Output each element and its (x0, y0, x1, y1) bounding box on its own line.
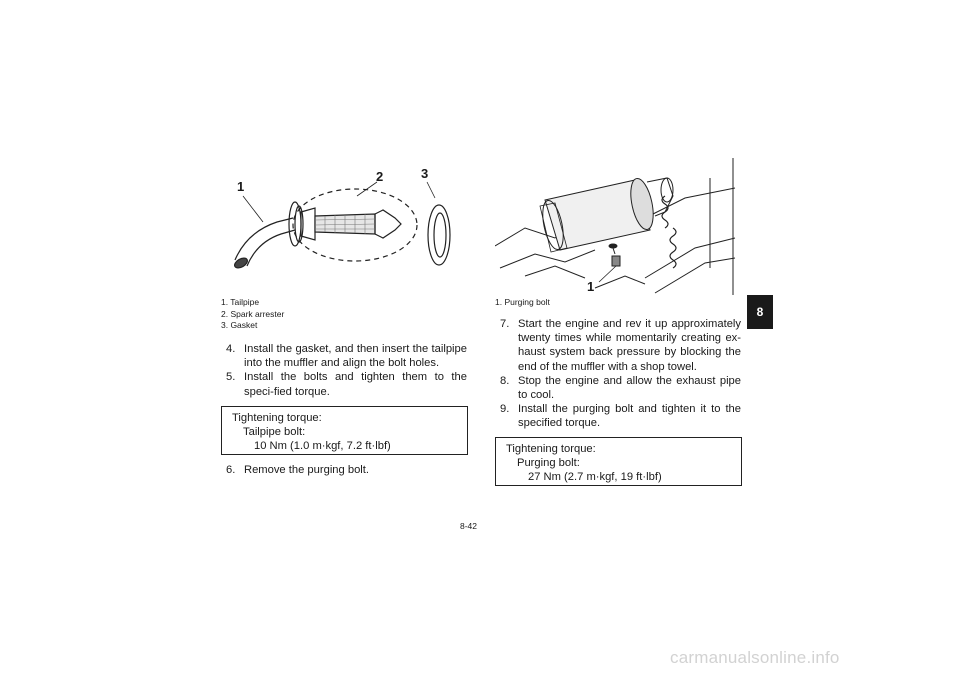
watermark: carmanualsonline.info (670, 648, 840, 667)
caption-item: 1. Tailpipe (221, 297, 260, 307)
step-item: 5. Install the bolts and tighten them to the speci-fied torque. (226, 371, 467, 398)
callout-purging-bolt: 1 (587, 279, 595, 294)
purging-bolt-figure (495, 158, 740, 295)
torque-spec-box-purging-bolt (495, 437, 742, 486)
page-number: 8-42 (460, 521, 478, 531)
tailpipe-illustration (215, 160, 475, 295)
muffler-illustration (495, 158, 740, 295)
torque-title: Tightening torque: (232, 412, 322, 424)
caption-item: 3. Gasket (221, 320, 258, 330)
steps-left (223, 342, 467, 399)
step-item: 6. Remove the purging bolt. (226, 464, 370, 476)
callout-tailpipe: 1 (237, 179, 245, 194)
callout-gasket: 3 (421, 166, 429, 181)
steps-right (497, 317, 741, 431)
torque-item: Tailpipe bolt: (243, 426, 306, 438)
tailpipe-figure (215, 160, 475, 295)
step-item: 9. Install the purging bolt and tighten it to the specified torque. (500, 403, 741, 430)
right-figure-caption (495, 297, 550, 309)
caption-item: 1. Purging bolt (495, 297, 550, 307)
torque-title: Tightening torque: (506, 443, 596, 455)
step-item: 7. Start the engine and rev it up approximately twenty times while momentarily creating ex-haust system back pressure by blocking the end of the muffler with a shop towel. (500, 318, 741, 373)
torque-item: Purging bolt: (517, 457, 580, 469)
caption-item: 2. Spark arrester (221, 308, 285, 319)
steps-left-2 (223, 463, 467, 477)
section-tab: 8 (747, 295, 773, 329)
torque-spec-box-tailpipe (221, 406, 468, 455)
step-item: 4. Install the gasket, and then insert the tailpipe into the muffler and align the bolt holes. (226, 343, 467, 370)
callout-spark-arrester: 2 (376, 169, 384, 184)
step-item: 8. Stop the engine and allow the exhaust pipe to cool. (500, 374, 741, 402)
torque-value: 27 Nm (2.7 m·kgf, 19 ft·lbf) (528, 471, 662, 483)
torque-value: 10 Nm (1.0 m·kgf, 7.2 ft·lbf) (254, 440, 391, 452)
left-figure-caption (221, 297, 284, 332)
